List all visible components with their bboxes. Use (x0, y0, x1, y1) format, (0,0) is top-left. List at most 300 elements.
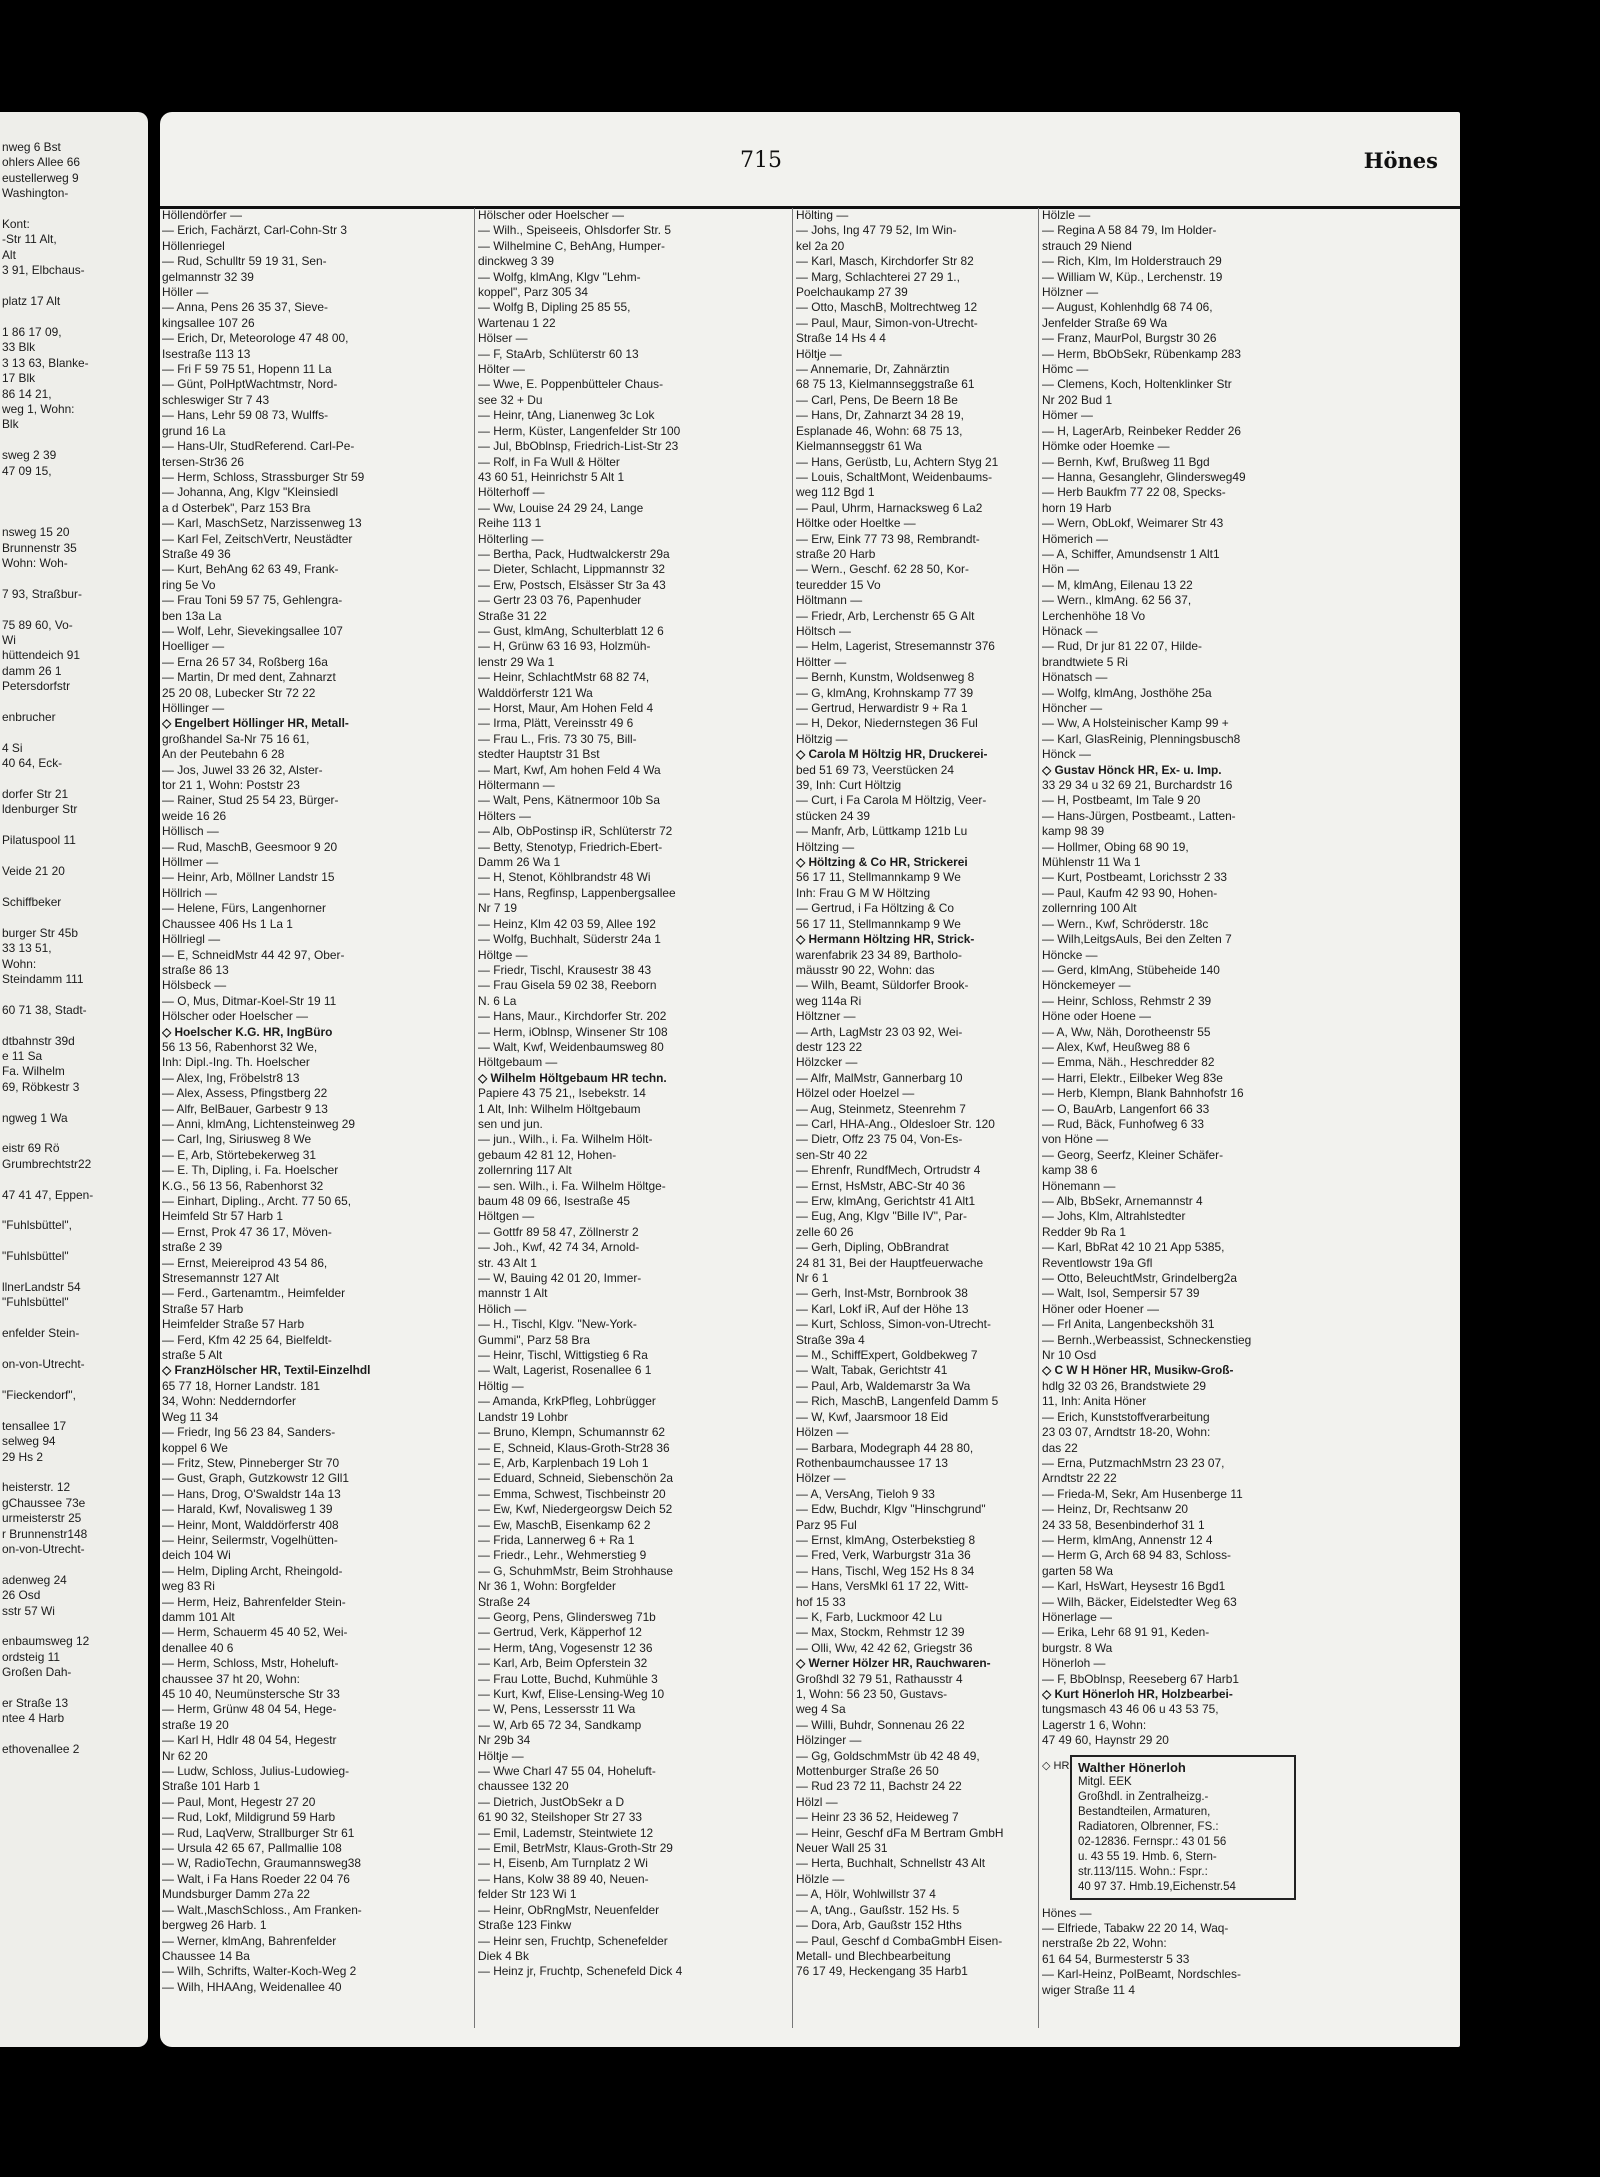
directory-entry: — Emma, Schwest, Tischbeinstr 20 (478, 1486, 666, 1501)
directory-entry: — W, Pens, Lessersstr 11 Wa (478, 1702, 636, 1717)
directory-entry: — E, SchneidMstr 44 42 97, Ober- (162, 947, 345, 962)
directory-entry: 34, Wohn: Nedderndorfer (162, 1394, 296, 1409)
directory-entry: dinckweg 3 39 (478, 254, 555, 269)
directory-entry: ring 5e Vo (162, 577, 216, 592)
directory-entry: — Ludw, Schloss, Julius-Ludowieg- (162, 1764, 350, 1779)
directory-entry: — August, Kohlenhdlg 68 74 06, (1042, 300, 1213, 315)
directory-entry: Wohn: Woh- (2, 555, 68, 570)
directory-entry: chaussee 132 20 (478, 1779, 569, 1794)
directory-entry: — Erw, klmAng, Gerichtstr 41 Alt1 (796, 1194, 976, 1208)
directory-entry: — Heinr, tAng, Lianenweg 3c Lok (478, 408, 655, 423)
directory-entry: 1, Wohn: 56 23 50, Gustavs- (796, 1687, 948, 1701)
directory-entry: Nr 62 20 (162, 1748, 208, 1763)
directory-entry: — Karl, Arb, Beim Opferstein 32 (478, 1656, 648, 1671)
directory-entry (2, 202, 146, 217)
directory-entry: baum 48 09 66, Isestraße 45 (478, 1194, 631, 1208)
directory-entry: — A, Ww, Näh, Dorotheenstr 55 (1042, 1024, 1211, 1039)
directory-entry: 1 86 17 09, (2, 324, 62, 339)
directory-entry: tor 21 1, Wohn: Poststr 23 (162, 778, 300, 793)
surname-heading: Höltzner — (796, 1009, 856, 1024)
surname-heading: Hömerich — (1042, 531, 1109, 546)
surname-heading: Hölter — (478, 362, 525, 377)
directory-entry: — Regina A 58 84 79, Im Holder- (1042, 223, 1217, 238)
directory-entry: — sen. Wilh., i. Fa. Wilhelm Höltge- (478, 1178, 666, 1193)
directory-entry: — Alex, Ing, Fröbelstr8 13 (162, 1070, 300, 1085)
directory-entry: — Herm, klmAng, Annenstr 12 4 (1042, 1532, 1213, 1547)
directory-entry: — A, tAng., Gaußstr. 152 Hs. 5 (796, 1902, 960, 1917)
directory-entry: — Paul, Uhrm, Harnacksweg 6 La2 (796, 500, 983, 515)
directory-entry: — M, klmAng, Eilenau 13 22 (1042, 577, 1193, 592)
directory-entry: — Karl H, Hdlr 48 04 54, Hegestr (162, 1733, 337, 1748)
surname-heading: Hölser — (478, 331, 528, 346)
surname-heading: Höltmann — (796, 593, 863, 608)
directory-entry: — Walt, Pens, Kätnermoor 10b Sa (478, 793, 660, 808)
directory-entry: Steindamm 111 (2, 971, 84, 986)
directory-entry: — Erich, Dr, Meteorologe 47 48 00, (162, 331, 349, 346)
directory-entry: Weg 11 34 (162, 1409, 219, 1424)
directory-entry: — William W, Küp., Lerchenstr. 19 (1042, 269, 1223, 284)
directory-entry: — Gertrud, i Fa Höltzing & Co (796, 901, 954, 916)
directory-entry: — Frau Toni 59 57 75, Gehlengra- (162, 593, 343, 608)
directory-entry: — Amanda, KrkPfleg, Lohbrügger (478, 1394, 656, 1409)
directory-entry: ◇ Kurt Hönerloh HR, Holzbearbei- (1042, 1687, 1233, 1701)
directory-entry: — Wwe, E. Poppenbütteler Chaus- (478, 377, 664, 392)
directory-entry: hüttendeich 91 (2, 648, 81, 663)
directory-entry: e 11 Sa (2, 1048, 43, 1063)
surname-heading: Hölzen — (796, 1425, 849, 1440)
directory-entry: weg 83 Ri (162, 1579, 215, 1594)
directory-entry (2, 1619, 146, 1634)
directory-entry: — Rud, Dr jur 81 22 07, Hilde- (1042, 639, 1202, 654)
directory-entry: ◇ Carola M Höltzig HR, Druckerei- (796, 747, 988, 762)
directory-entry (2, 1403, 146, 1418)
directory-entry: — O, Mus, Ditmar-Koel-Str 19 11 (162, 993, 337, 1008)
directory-entry: straße 2 39 (162, 1240, 223, 1255)
directory-entry: — Helm, Lagerist, Stresemannstr 376 (796, 639, 995, 654)
directory-entry: — Herm, Schloss, Strassburger Str 59 (162, 469, 365, 484)
directory-entry: tungsmasch 43 46 06 u 43 53 75, (1042, 1702, 1219, 1717)
directory-entry: — E, Arb, Störtebekerweg 31 (162, 1147, 316, 1162)
directory-entry: koppel", Parz 305 34 (478, 285, 588, 300)
directory-entry: "Fuhlsbüttel" (2, 1295, 69, 1310)
directory-entry: — Gg, GoldschmMstr üb 42 48 49, (796, 1748, 980, 1763)
ad-line: Mitgl. EEK (1078, 1775, 1132, 1788)
directory-entry: — Hans, Dr, Zahnarzt 34 28 19, (796, 408, 964, 423)
directory-entry: — Frau Gisela 59 02 38, Reeborn (478, 978, 657, 993)
directory-entry: Schiffbeker (2, 894, 62, 909)
directory-entry: on-von-Utrecht- (2, 1357, 85, 1372)
directory-entry: — Rich, Klm, Im Holderstrauch 29 (1042, 254, 1222, 269)
directory-entry: großhandel Sa-Nr 75 16 61, (162, 731, 310, 746)
directory-entry: Inh: Frau G M W Höltzing (796, 885, 931, 900)
surname-heading: Höllriegl — (162, 932, 221, 947)
directory-entry: Nr 10 Osd (1042, 1348, 1097, 1363)
directory-entry: Petersdorfstr (2, 679, 71, 694)
directory-entry: Walddörferstr 121 Wa (478, 685, 593, 700)
directory-entry: — Rich, MaschB, Langenfeld Damm 5 (796, 1394, 999, 1409)
directory-entry: — Bertha, Pack, Hudtwalckerstr 29a (478, 546, 670, 561)
advertisement-box (1042, 1749, 1442, 1906)
directory-entry: — Alfr, BelBauer, Garbestr 9 13 (162, 1101, 328, 1116)
surname-heading: Hölich — (478, 1301, 527, 1316)
directory-entry: — Emil, BetrMstr, Klaus-Groth-Str 29 (478, 1841, 673, 1856)
directory-entry: — Hans-Ulr, StudReferend. Carl-Pe- (162, 439, 355, 454)
directory-entry: Grumbrechtstr22 (2, 1156, 92, 1171)
directory-entry: — Erw, Eink 77 73 98, Rembrandt- (796, 531, 980, 546)
directory-entry: ◇ Hoelscher K.G. HR, IngBüro (162, 1024, 333, 1039)
directory-entry: — Wilh., Speiseeis, Ohlsdorfer Str. 5 (478, 223, 671, 238)
directory-entry: Heimfeld Str 57 Harb 1 (162, 1209, 283, 1224)
directory-entry: — Gerh, Dipling, ObBrandrat (796, 1240, 949, 1255)
surname-heading: Höltig — (478, 1378, 524, 1393)
directory-entry: — G, klmAng, Krohnskamp 77 39 (796, 685, 974, 700)
directory-entry: kel 2a 20 (796, 238, 845, 253)
directory-entry: — Herm, Schauerm 45 40 52, Wei- (162, 1625, 348, 1640)
directory-entry: — Willi, Buhdr, Sonnenau 26 22 (796, 1717, 965, 1732)
directory-entry (2, 479, 146, 494)
directory-entry: — Paul, Mont, Hegestr 27 20 (162, 1794, 316, 1809)
surname-heading: Hölterling — (478, 531, 544, 546)
directory-entry: — W, RadioTechn, Graumannsweg38 (162, 1856, 361, 1871)
directory-entry: Parz 95 Ful (796, 1517, 857, 1532)
directory-entry: Jenfelder Straße 69 Wa (1042, 315, 1168, 330)
directory-entry: sweg 2 39 (2, 448, 57, 463)
directory-entry: grund 16 La (162, 423, 226, 438)
directory-entry: — Elfriede, Tabakw 22 20 14, Waq- (1042, 1921, 1229, 1936)
directory-entry: — Friedr, Tischl, Krausestr 38 43 (478, 962, 652, 977)
directory-entry: — Gertrud, Verk, Käpperhof 12 (478, 1625, 642, 1640)
directory-entry: — Rud, MaschB, Geesmoor 9 20 (162, 839, 338, 854)
surname-heading: Höltje — (478, 1748, 524, 1763)
directory-entry: — Frau L., Fris. 73 30 75, Bill- (478, 731, 637, 746)
surname-heading: Höltje — (796, 346, 842, 361)
directory-entry: Großen Dah- (2, 1665, 72, 1680)
directory-entry: — H, LagerArb, Reinbeker Redder 26 (1042, 423, 1241, 438)
directory-entry (2, 309, 146, 324)
directory-entry: dorfer Str 21 (2, 787, 69, 802)
directory-entry: — Eug, Ang, Klgv "Bille IV", Par- (796, 1209, 968, 1224)
directory-entry: — Rainer, Stud 25 54 23, Bürger- (162, 793, 339, 808)
directory-entry: straße 5 Alt (162, 1348, 223, 1363)
directory-entry: — H, Eisenb, Am Turnplatz 2 Wi (478, 1856, 648, 1871)
directory-entry: — Hans, Regfinsp, Lappenbergsallee (478, 885, 676, 900)
surname-heading: Höltgen — (478, 1209, 535, 1224)
directory-entry: — Gerd, klmAng, Stübeheide 140 (1042, 962, 1220, 977)
directory-entry: — Karl, HsWart, Heysestr 16 Bgd1 (1042, 1579, 1226, 1594)
directory-entry: 61 90 32, Steilshoper Str 27 33 (478, 1810, 642, 1825)
directory-entry: Mundsburger Damm 27a 22 (162, 1887, 311, 1902)
directory-entry: — Anni, klmAng, Lichtensteinweg 29 (162, 1116, 356, 1131)
ad-line: Bestandteilen, Armaturen, (1078, 1805, 1211, 1818)
surname-heading: Höncke — (1042, 947, 1098, 962)
directory-entry: Chaussee 14 Ba (162, 1948, 250, 1963)
directory-entry: Chaussee 406 Hs 1 La 1 (162, 916, 293, 931)
directory-entry: — G, SchuhmMstr, Beim Strohhause (478, 1563, 673, 1578)
directory-entry: Straße 39a 4 (796, 1332, 865, 1347)
directory-entry: — Wern, ObLokf, Weimarer Str 43 (1042, 516, 1224, 531)
directory-entry: bed 51 69 73, Veerstücken 24 (796, 762, 955, 777)
directory-entry (2, 725, 146, 740)
directory-entry: 25 20 08, Lubecker Str 72 22 (162, 685, 316, 700)
directory-entry: Straße 123 Finkw (478, 1918, 572, 1933)
directory-entry: — Bernh.,Werbeassist, Schneckenstieg (1042, 1332, 1252, 1347)
directory-entry: — Herta, Buchhalt, Schnellstr 43 Alt (796, 1856, 986, 1871)
directory-entry: — Barbara, Modegraph 44 28 80, (796, 1440, 974, 1455)
directory-entry: — Alfr, MalMstr, Gannerbarg 10 (796, 1070, 963, 1085)
directory-entry: — Georg, Seerfz, Kleiner Schäfer- (1042, 1147, 1224, 1162)
directory-entry: eustellerweg 9 (2, 170, 79, 185)
directory-entry: "Fieckendorf", (2, 1387, 76, 1402)
directory-entry: — Irma, Plätt, Vereinsstr 49 6 (478, 716, 634, 731)
directory-entry (2, 1095, 146, 1110)
directory-entry: Alt (2, 247, 16, 262)
directory-entry: — Carl, HHA-Ang., Oldesloer Str. 120 (796, 1116, 995, 1131)
column-divider (792, 208, 793, 2028)
directory-entry: — F, BbOblnsp, Reeseberg 67 Harb1 (1042, 1671, 1239, 1686)
directory-entry: mäusstr 90 22, Wohn: das (796, 962, 935, 977)
directory-entry: — Paul, Kaufm 42 93 90, Hohen- (1042, 885, 1218, 900)
directory-entry (2, 1311, 146, 1326)
directory-entry: schleswiger Str 7 43 (162, 392, 270, 407)
directory-entry: -Str 11 Alt, (2, 232, 57, 247)
directory-entry: — Friedr., Lehr., Wehmerstieg 9 (478, 1548, 647, 1563)
directory-entry: weg 1, Wohn: (2, 401, 75, 416)
directory-entry: — Fri F 59 75 51, Hopenn 11 La (162, 362, 332, 377)
directory-entry: — Karl Fel, ZeitschVertr, Neustädter (162, 531, 353, 546)
directory-entry: str. 43 Alt 1 (478, 1255, 537, 1270)
directory-entry: — Harald, Kwf, Novalisweg 1 39 (162, 1502, 333, 1517)
surname-heading: Hönatsch — (1042, 670, 1108, 685)
directory-entry: Kielmannseggstr 61 Wa (796, 439, 922, 454)
directory-entry: — Dieter, Schlacht, Lippmannstr 32 (478, 562, 666, 577)
directory-entry: zelle 60 26 (796, 1224, 854, 1239)
surname-heading: Hömer — (1042, 408, 1093, 423)
directory-entry: horn 19 Harb (1042, 500, 1112, 515)
directory-entry: — Ursula 42 65 67, Pallmallie 108 (162, 1841, 342, 1856)
directory-entry: — Marg, Schlachterei 27 29 1., (796, 269, 960, 284)
surname-heading: Hölzl — (796, 1794, 838, 1809)
directory-entry (2, 1126, 146, 1141)
column-2 (478, 208, 796, 1980)
directory-entry: — Herm, BbObSekr, Rübenkamp 283 (1042, 346, 1241, 361)
directory-entry: 68 75 13, Kielmannseggstraße 61 (796, 377, 975, 392)
page-header (160, 142, 1460, 182)
directory-entry: — Hans, Drog, O'Swaldstr 14a 13 (162, 1486, 341, 1501)
directory-entry: — Ernst, HsMstr, ABC-Str 40 36 (796, 1178, 966, 1193)
directory-entry: Nr 7 19 (478, 901, 517, 916)
directory-entry: — Herm, tAng, Vogesenstr 12 36 (478, 1640, 653, 1655)
ad-line: Radiatoren, Olbrenner, FS.: (1078, 1820, 1219, 1833)
directory-entry: felder Str 123 Wi 1 (478, 1887, 577, 1902)
directory-entry: — Gust, Graph, Gutzkowstr 12 Gll1 (162, 1471, 350, 1486)
directory-entry: — Otto, BeleuchtMstr, Grindelberg2a (1042, 1271, 1237, 1286)
directory-entry (2, 1234, 146, 1249)
surname-heading: Höllmer — (162, 855, 219, 870)
directory-entry: lenstr 29 Wa 1 (478, 654, 555, 669)
directory-entry: nsweg 15 20 (2, 525, 70, 540)
directory-entry: Rothenbaumchaussee 17 13 (796, 1455, 949, 1470)
directory-entry: dtbahnstr 39d (2, 1033, 75, 1048)
directory-entry (2, 987, 146, 1002)
ad-line: u. 43 55 19. Hmb. 6, Stern- (1078, 1850, 1217, 1863)
directory-entry: — Emil, Lademstr, Steintwiete 12 (478, 1825, 654, 1840)
directory-entry: — Emma, Näh., Heschredder 82 (1042, 1055, 1215, 1070)
directory-entry: Papiere 43 75 21,, Isebekstr. 14 (478, 1086, 646, 1101)
surname-heading: Hömc — (1042, 362, 1089, 377)
ad-line: str.113/115. Wohn.: Fspr.: (1078, 1865, 1208, 1878)
directory-entry: garten 58 Wa (1042, 1563, 1113, 1578)
surname-heading: Hölscher oder Hoelscher — (478, 208, 625, 222)
directory-entry: — Karl, Lokf iR, Auf der Höhe 13 (796, 1301, 969, 1316)
directory-entry: — Herb, Klempn, Blank Bahnhofstr 16 (1042, 1086, 1244, 1101)
surname-heading: Hönck — (1042, 747, 1091, 762)
directory-entry: ◇ Wilhelm Höltgebaum HR techn. (478, 1070, 667, 1085)
directory-entry: — Dietrich, JustObSekr a D (478, 1794, 625, 1809)
directory-entry: — Ww, A Holsteinischer Kamp 99 + (1042, 716, 1229, 731)
directory-entry: — Heinr sen, Fruchtp, Schenefelder (478, 1933, 668, 1948)
directory-entry: — Joh., Kwf, 42 74 34, Arnold- (478, 1240, 640, 1255)
directory-entry: — Franz, MaurPol, Burgstr 30 26 (1042, 331, 1217, 346)
directory-entry: deich 104 Wi (162, 1548, 231, 1563)
directory-entry: — Harri, Elektr., Eilbeker Weg 83e (1042, 1070, 1223, 1085)
directory-entry: — Wolfg B, Dipling 25 85 55, (478, 300, 631, 315)
directory-entry: tensallee 17 (2, 1418, 67, 1433)
directory-entry: — Rud 23 72 11, Bachstr 24 22 (796, 1779, 962, 1794)
directory-entry: Reventlowstr 19a Gfl (1042, 1255, 1153, 1270)
directory-entry: 76 17 49, Heckengang 35 Harb1 (796, 1964, 968, 1979)
directory-entry: — Günt, PolHptWachtmstr, Nord- (162, 377, 338, 392)
directory-entry (2, 571, 146, 586)
directory-entry: — Heinr, Geschf dFa M Bertram GmbH (796, 1825, 1004, 1840)
directory-entry: — Johs, Klm, Altrahlstedter (1042, 1209, 1186, 1224)
directory-entry: — Louis, SchaltMont, Weidenbaums- (796, 469, 993, 484)
directory-entry: damm 26 1 (2, 663, 62, 678)
directory-entry: — Rud, Bäck, Funhofweg 6 33 (1042, 1116, 1204, 1131)
directory-entry: — M., SchiffExpert, Goldbekweg 7 (796, 1348, 978, 1363)
directory-entry: — jun., Wilh., i. Fa. Wilhelm Hölt- (478, 1132, 653, 1147)
directory-entry: — Walt, Kwf, Weidenbaumsweg 80 (478, 1039, 664, 1054)
directory-entry: — Manfr, Arb, Lüttkamp 121b Lu (796, 824, 968, 839)
directory-entry (2, 602, 146, 617)
directory-entry: Esplanade 46, Wohn: 68 75 13, (796, 423, 963, 438)
directory-entry: 86 14 21, (2, 386, 52, 401)
directory-entry (2, 510, 146, 525)
directory-entry: K.G., 56 13 56, Rabenhorst 32 (162, 1178, 324, 1193)
directory-entry: Inh: Dipl.-Ing. Th. Hoelscher (162, 1055, 310, 1070)
directory-entry: 29 Hs 2 (2, 1449, 43, 1464)
directory-entry (2, 279, 146, 294)
directory-entry: Straße 49 36 (162, 546, 231, 561)
directory-entry (2, 1465, 146, 1480)
directory-entry: — Heinr, Seilermstr, Vogelhütten- (162, 1532, 338, 1547)
directory-entry: — Ww, Louise 24 29 24, Lange (478, 500, 644, 515)
directory-entry: Nr 202 Bud 1 (1042, 392, 1113, 407)
directory-entry: — Edw, Buchdr, Klgv "Hinschgrund" (796, 1502, 986, 1517)
surname-heading: Hölscher oder Hoelscher — (162, 1009, 309, 1024)
directory-entry: 43 60 51, Heinrichstr 5 Alt 1 (478, 469, 625, 484)
surname-heading: Höltermann — (478, 778, 555, 793)
directory-entry: — Erich, Fachärzt, Carl-Cohn-Str 3 (162, 223, 348, 238)
directory-entry: — Mart, Kwf, Am hohen Feld 4 Wa (478, 762, 661, 777)
directory-entry: denallee 40 6 (162, 1640, 234, 1655)
directory-entry: — Wilh,LeitgsAuls, Bei den Zelten 7 (1042, 932, 1232, 947)
directory-entry: enfelder Stein- (2, 1326, 80, 1341)
directory-entry: 47 49 60, Haynstr 29 20 (1042, 1733, 1169, 1748)
directory-entry: Großhdl 32 79 51, Rathausstr 4 (796, 1671, 963, 1686)
directory-entry: — Bernh, Kwf, Brußweg 11 Bgd (1042, 454, 1210, 469)
directory-entry: — Karl, BbRat 42 10 21 App 5385, (1042, 1240, 1225, 1255)
directory-entry: — Johs, Ing 47 79 52, Im Win- (796, 223, 957, 238)
surname-heading: Höltke oder Hoeltke — (796, 516, 916, 531)
directory-entry: 65 77 18, Horner Landstr. 181 (162, 1378, 320, 1393)
directory-entry: — E. Th, Dipling, i. Fa. Hoelscher (162, 1163, 339, 1178)
directory-entry: — Hans, Lehr 59 08 73, Wulffs- (162, 408, 329, 423)
directory-entry: r Brunnenstr148 (2, 1526, 88, 1541)
directory-entry: Straße 24 (478, 1594, 531, 1609)
directory-entry: Redder 9b Ra 1 (1042, 1224, 1126, 1239)
directory-entry: — Rud, Lokf, Mildigrund 59 Harb (162, 1810, 336, 1825)
directory-entry: — Erw, Postsch, Elsässer Str 3a 43 (478, 577, 666, 592)
directory-entry: 33 13 51, (2, 941, 52, 956)
surname-heading: Hölsbeck — (162, 978, 227, 993)
directory-entry: — Wilh, Bäcker, Eidelstedter Weg 63 (1042, 1594, 1237, 1609)
directory-entry: sstr 57 Wi (2, 1603, 55, 1618)
directory-entry: 47 41 47, Eppen- (2, 1187, 94, 1202)
surname-heading: Höllisch — (162, 824, 219, 839)
directory-entry: — Martin, Dr med dent, Zahnarzt (162, 670, 336, 685)
directory-entry: enbaumsweg 12 (2, 1634, 90, 1649)
ad-title: Walther Hönerloh (1078, 1759, 1186, 1775)
directory-entry: zollernring 117 Alt (478, 1163, 572, 1178)
directory-entry: teuredder 15 Vo (796, 577, 881, 592)
directory-entry: Lerchenhöhe 18 Vo (1042, 608, 1146, 623)
directory-entry: Neuer Wall 25 31 (796, 1841, 888, 1856)
directory-entry: ldenburger Str (2, 802, 78, 817)
directory-entry: — Betty, Stenotyp, Friedrich-Ebert- (478, 839, 663, 854)
directory-entry: straße 19 20 (162, 1717, 229, 1732)
directory-entry: — Alex, Assess, Pfingstberg 22 (162, 1086, 328, 1101)
directory-entry: — Heinz jr, Fruchtp, Schenefeld Dick 4 (478, 1964, 683, 1979)
hr-mark: ◇ HR (1042, 1759, 1070, 1772)
column-divider (1038, 208, 1039, 2028)
directory-entry: Poelchaukamp 27 39 (796, 285, 908, 300)
directory-entry: 1 Alt, Inh: Wilhelm Höltgebaum (478, 1101, 641, 1116)
directory-entry: — Herm, Heiz, Bahrenfelder Stein- (162, 1594, 346, 1609)
directory-entry: — Fred, Verk, Warburgstr 31a 36 (796, 1548, 971, 1563)
directory-entry (2, 880, 146, 895)
directory-entry: gChaussee 73e (2, 1495, 86, 1510)
directory-entry: — Wilhelmine C, BehAng, Humper- (478, 238, 666, 253)
directory-entry: see 32 + Du (478, 392, 543, 407)
surname-heading: Hölzel oder Hoelzel — (796, 1086, 915, 1101)
directory-entry: — W, Arb 65 72 34, Sandkamp (478, 1717, 642, 1732)
directory-entry: nerstraße 2b 22, Wohn: (1042, 1936, 1167, 1951)
ad-line: 40 97 37. Hmb.19,Eichenstr.54 (1078, 1880, 1236, 1893)
directory-entry: — Kurt, Postbeamt, Lorichsstr 2 33 (1042, 870, 1228, 885)
directory-entry: weg 112 Bgd 1 (796, 485, 875, 500)
directory-entry: 3 13 63, Blanke- (2, 355, 89, 370)
directory-entry: — Dietr, Offz 23 75 04, Von-Es- (796, 1132, 963, 1147)
left-fragment-column (2, 140, 146, 1758)
directory-entry: ◇ FranzHölscher HR, Textil-Einzelhdl (162, 1363, 371, 1378)
directory-entry: — F, StaArb, Schlüterstr 60 13 (478, 346, 639, 361)
directory-entry: — Jos, Juwel 33 26 32, Alster- (162, 762, 323, 777)
directory-entry: burger Str 45b (2, 925, 79, 940)
directory-entry: straße 20 Harb (796, 546, 876, 561)
surname-heading: Höltge — (478, 947, 528, 962)
surname-heading: Höllinger — (162, 701, 225, 715)
directory-entry: Fa. Wilhelm (2, 1064, 65, 1079)
